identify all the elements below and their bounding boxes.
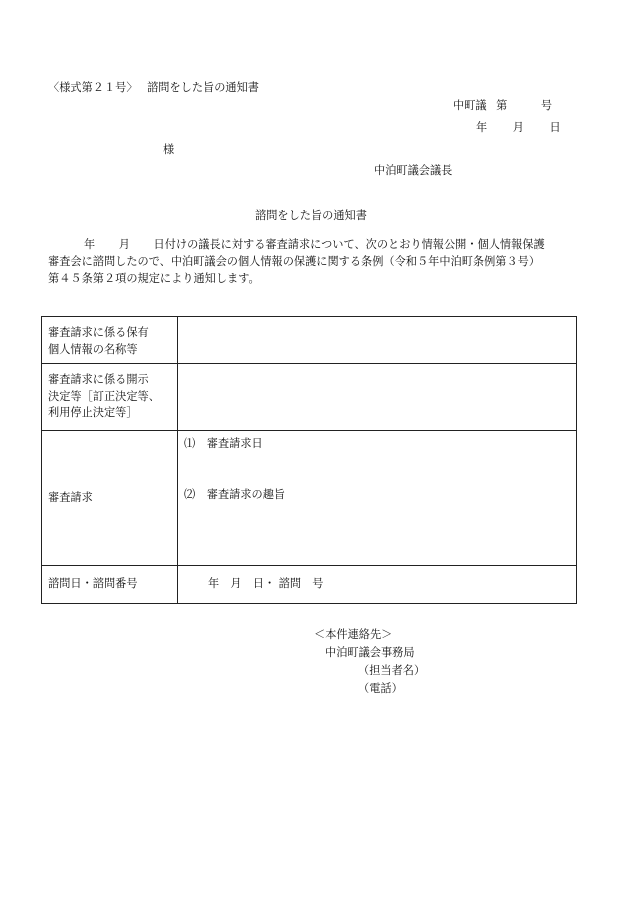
request-item-date-label: 審査請求日 bbox=[206, 437, 263, 450]
label-decision-line-2: 決定等［訂正決定等、 bbox=[48, 389, 160, 403]
label-consult: 諮問日・諮問番号 bbox=[42, 566, 178, 604]
ref-go: 号 bbox=[540, 99, 553, 112]
addressee: 様 bbox=[163, 143, 175, 156]
date-year: 年 bbox=[476, 121, 488, 134]
value-request bbox=[178, 431, 577, 566]
document-title: 諮問をした旨の通知書 bbox=[255, 209, 367, 222]
body-line-2: 審査会に諮問したので、中泊町議会の個人情報の保護に関する条例（令和５年中泊町条例第３号） bbox=[48, 255, 541, 268]
body-line-1-text: 日付けの議長に対する審査請求について、次のとおり情報公開・個人情報保護 bbox=[153, 238, 545, 251]
body-year: 年 bbox=[84, 238, 96, 251]
label-info-name-line-2: 個人情報の名称等 bbox=[48, 342, 138, 356]
form-label: 〈様式第２１号〉 bbox=[48, 81, 138, 94]
body-line-3: 第４５条第２項の規定により通知します。 bbox=[48, 272, 260, 285]
table-row-decision bbox=[42, 364, 577, 431]
form-title: 諮問をした旨の通知書 bbox=[147, 81, 259, 94]
ref-prefix: 中町議 bbox=[453, 99, 487, 112]
label-decision bbox=[42, 364, 178, 431]
date-day: 日 bbox=[549, 121, 561, 134]
body-line-1 bbox=[48, 236, 588, 253]
body-paragraph bbox=[48, 236, 588, 287]
table-row-info-name bbox=[42, 317, 577, 364]
request-item-purpose-number: ⑵ bbox=[184, 488, 196, 501]
value-decision bbox=[178, 364, 577, 431]
body-month: 月 bbox=[118, 238, 130, 251]
ref-dai: 第 bbox=[496, 99, 508, 112]
label-decision-line-1: 審査請求に係る開示 bbox=[48, 373, 149, 386]
table-row-request bbox=[42, 431, 577, 566]
label-request: 審査請求 bbox=[42, 431, 178, 566]
sender: 中泊町議会議長 bbox=[374, 164, 453, 177]
reference-number bbox=[453, 98, 552, 115]
issue-date bbox=[476, 120, 561, 137]
contact-person: （担当者名） bbox=[358, 664, 426, 677]
request-item-purpose-label: 審査請求の趣旨 bbox=[206, 488, 286, 501]
contact-phone: （電話） bbox=[358, 682, 403, 695]
request-item-purpose bbox=[184, 487, 285, 504]
form-heading bbox=[48, 80, 259, 97]
label-info-name-line-1: 審査請求に係る保有 bbox=[48, 326, 149, 339]
label-decision-line-3: 利用停止決定等］ bbox=[48, 406, 138, 419]
request-item-date bbox=[184, 436, 263, 453]
value-info-name bbox=[178, 317, 577, 364]
label-info-name bbox=[42, 317, 178, 364]
contact-heading: ＜本件連絡先＞ bbox=[314, 628, 393, 641]
date-month: 月 bbox=[512, 121, 524, 134]
contact-office: 中泊町議会事務局 bbox=[325, 646, 415, 659]
table-row-consult bbox=[42, 566, 577, 604]
request-table bbox=[41, 316, 577, 604]
value-consult: 年 月 日・ 諮問 号 bbox=[178, 566, 577, 604]
request-item-date-number: ⑴ bbox=[184, 437, 196, 450]
